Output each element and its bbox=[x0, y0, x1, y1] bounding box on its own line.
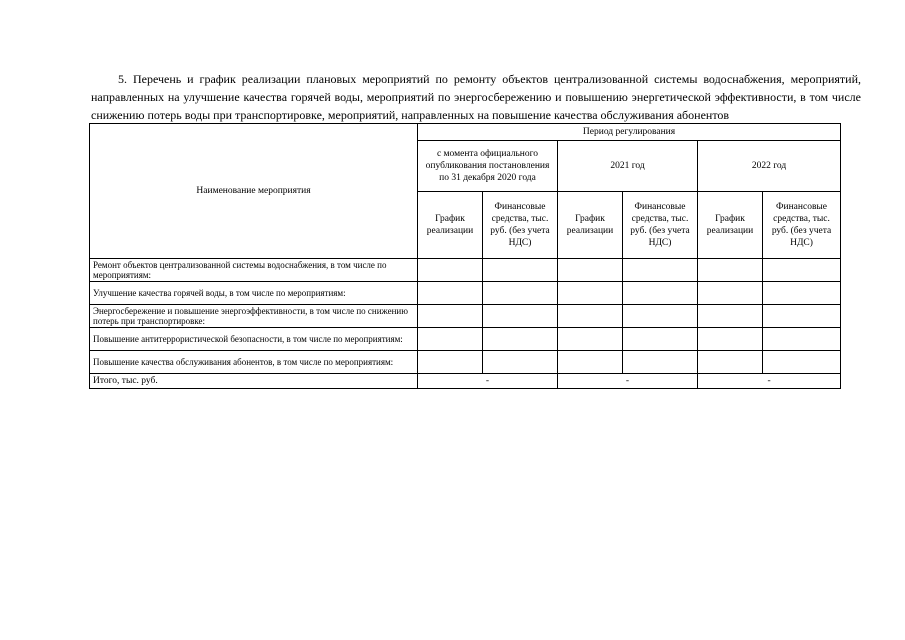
table-cell bbox=[483, 259, 558, 282]
table-cell bbox=[763, 328, 841, 351]
table-cell bbox=[623, 259, 698, 282]
table-cell bbox=[698, 305, 763, 328]
table-cell bbox=[623, 305, 698, 328]
table-cell bbox=[558, 259, 623, 282]
subheader-finance: Финансовые средства, тыс. руб. (без учета НДС) bbox=[483, 192, 558, 259]
activities-table bbox=[89, 123, 841, 389]
table-cell bbox=[558, 305, 623, 328]
table-cell bbox=[558, 282, 623, 305]
total-value-2021: - bbox=[558, 374, 698, 389]
subheader-finance: Финансовые средства, тыс. руб. (без учета НДС) bbox=[763, 192, 841, 259]
column-header-name: Наименование мероприятия bbox=[90, 124, 418, 259]
period-header-2021: 2021 год bbox=[558, 141, 698, 192]
table-cell bbox=[763, 351, 841, 374]
table-cell bbox=[558, 328, 623, 351]
table-cell bbox=[623, 328, 698, 351]
subheader-finance: Финансовые средства, тыс. руб. (без учета НДС) bbox=[623, 192, 698, 259]
activity-name: Повышение антитеррористической безопасности, в том числе по мероприятиям: bbox=[90, 328, 418, 351]
subheader-schedule: График реализации bbox=[558, 192, 623, 259]
table-cell bbox=[418, 351, 483, 374]
total-label: Итого, тыс. руб. bbox=[90, 374, 418, 389]
period-header-2020: с момента официального опубликования постановления по 31 декабря 2020 года bbox=[418, 141, 558, 192]
table-cell bbox=[698, 282, 763, 305]
table-cell bbox=[483, 351, 558, 374]
table-cell bbox=[698, 259, 763, 282]
total-value-2022: - bbox=[698, 374, 841, 389]
column-header-period: Период регулирования bbox=[418, 124, 841, 141]
table-cell bbox=[763, 259, 841, 282]
total-value-2020: - bbox=[418, 374, 558, 389]
table-cell bbox=[418, 282, 483, 305]
table-cell bbox=[763, 305, 841, 328]
table-cell bbox=[418, 305, 483, 328]
activity-name: Повышение качества обслуживания абонентов, в том числе по мероприятиям: bbox=[90, 351, 418, 374]
table-cell bbox=[418, 259, 483, 282]
section-heading: 5. Перечень и график реализации плановых мероприятий по ремонту объектов централизованной системы водоснабжения, мероприятий, направленных на улучшение качества горячей воды, мероприятий по энергосбережению и повышению энергетической эффективности, в том числе снижению потерь воды при транспортировке, мероприятий, направленных на повышение качества обслуживания абонентов bbox=[91, 72, 861, 122]
activity-name: Энергосбережение и повышение энергоэффективности, в том числе по снижению потерь при транспортировке: bbox=[90, 305, 418, 328]
table-cell bbox=[483, 305, 558, 328]
subheader-schedule: График реализации bbox=[418, 192, 483, 259]
table-cell bbox=[558, 351, 623, 374]
activity-name: Ремонт объектов централизованной системы водоснабжения, в том числе по мероприятиям: bbox=[90, 259, 418, 282]
activity-name: Улучшение качества горячей воды, в том числе по мероприятиям: bbox=[90, 282, 418, 305]
table-cell bbox=[483, 328, 558, 351]
table-cell bbox=[698, 328, 763, 351]
table-cell bbox=[763, 282, 841, 305]
table-cell bbox=[418, 328, 483, 351]
table-cell bbox=[623, 282, 698, 305]
table-cell bbox=[483, 282, 558, 305]
table-cell bbox=[698, 351, 763, 374]
subheader-schedule: График реализации bbox=[698, 192, 763, 259]
table-cell bbox=[623, 351, 698, 374]
period-header-2022: 2022 год bbox=[698, 141, 841, 192]
